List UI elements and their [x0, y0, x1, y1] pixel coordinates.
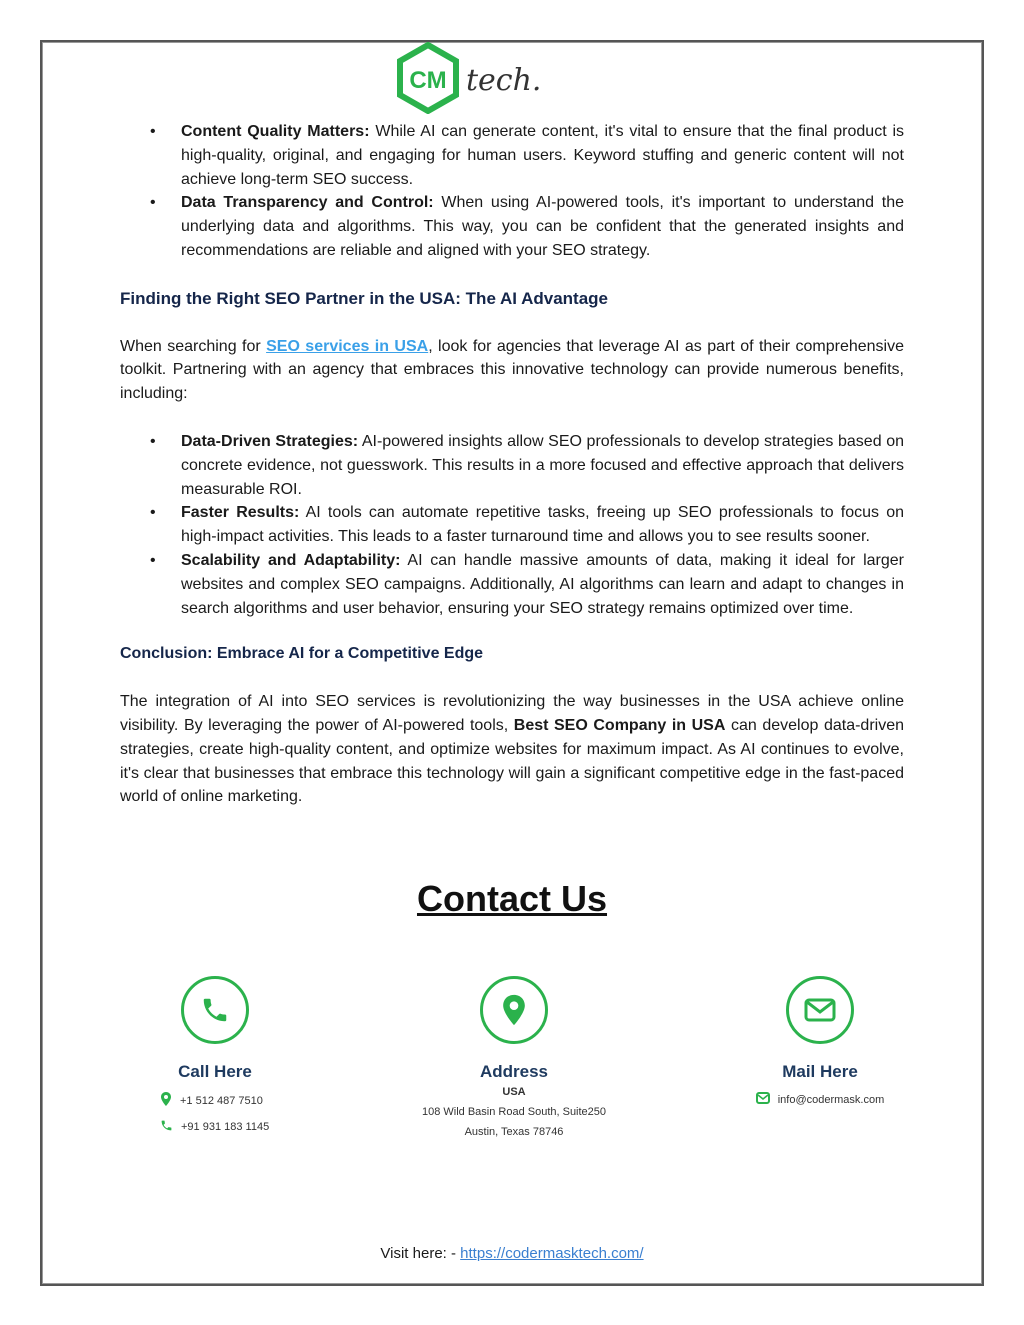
- conclusion-paragraph: [120, 690, 904, 809]
- email-icon-small: [756, 1092, 770, 1107]
- conclusion-text-start: The integration of AI into SEO services is revolutionizing the way businesses in the USA achieve online visibility. By leveraging the power of AI-powered tools,: [120, 693, 904, 734]
- phone-number-us[interactable]: +1 512 487 7510: [180, 1094, 263, 1107]
- bullet-title: Data Transparency and Control:: [181, 194, 434, 212]
- contact-us-heading: Contact Us: [416, 878, 608, 919]
- bullet-title: Data-Driven Strategies:: [181, 432, 359, 450]
- address-column: [404, 976, 624, 1138]
- address-line-1: 108 Wild Basin Road South, Suite250: [421, 1106, 607, 1118]
- map-pin-icon: [480, 976, 548, 1044]
- bullet-text: AI can handle massive amounts of data, making it ideal for larger websites and complex SEO campaigns. Additionally, AI algorithms can learn and adapt to changes in search algorithms and user behavior, ensuring your SEO strategy remains optimized over time.: [181, 551, 905, 617]
- call-heading: Call Here: [178, 1062, 252, 1081]
- svg-text:tech.: tech.: [466, 63, 542, 98]
- bullet-text: When using AI-powered tools, it's important to understand the underlying data and algorithms. This way, you can be confident that the generated insights and recommendations are reliable and aligned with your SEO strategy.: [181, 194, 905, 259]
- phone-row-1: [160, 1092, 280, 1109]
- phone-icon-small: [160, 1119, 173, 1135]
- bullet-text: AI tools can automate repetitive tasks, freeing up SEO professionals to focus on high-impact activities. This leads to a faster turnaround time and allows you to see results sooner.: [181, 504, 905, 546]
- address-country: USA: [502, 1086, 526, 1098]
- bullet-text: While AI can generate content, it's vital to ensure that the final product is high-quality, original, and engaging for human users. Keyword stuffing and generic content will not achieve long-term SEO success.: [181, 123, 905, 188]
- email-address[interactable]: info@codermask.com: [777, 1093, 885, 1106]
- footer-label: Visit here: -: [380, 1245, 461, 1262]
- list-item: [181, 501, 904, 549]
- email-row: [740, 1092, 900, 1107]
- intro-paragraph: [120, 335, 904, 406]
- quality-bullets: [120, 120, 904, 263]
- list-item: [181, 120, 904, 191]
- footer: [0, 1245, 1024, 1262]
- benefit-bullets: [120, 430, 904, 620]
- mail-heading: Mail Here: [782, 1062, 858, 1081]
- website-link[interactable]: https://codermasktech.com/: [460, 1245, 644, 1262]
- conclusion-text-end: can develop data-driven strategies, create high-quality content, and optimize websites for maximum impact. As AI continues to evolve, it's clear that businesses that embrace this technology will gain a significant competitive edge in the fast-paced world of online marketing.: [120, 716, 904, 806]
- bullet-text: AI-powered insights allow SEO professionals to develop strategies based on concrete evidence, not guesswork. This results in a more focused and effective approach that delivers measurable ROI.: [181, 432, 904, 498]
- bullet-title: Content Quality Matters:: [181, 123, 370, 140]
- bullet-title: Scalability and Adaptability:: [181, 551, 401, 569]
- conclusion-heading: Conclusion: Embrace AI for a Competitive Edge: [120, 645, 484, 663]
- phone-icon: [181, 976, 249, 1044]
- best-seo-company-text: Best SEO Company in USA: [513, 716, 726, 734]
- intro-text-end: , look for agencies that leverage AI as part of their comprehensive toolkit. Partnering with an agency that embraces this innovative technology can provide numerous benefits, including:: [120, 337, 904, 403]
- cm-tech-logo: [394, 42, 554, 114]
- main-content: [120, 120, 904, 809]
- section-heading: Finding the Right SEO Partner in the USA: The AI Advantage: [120, 288, 608, 308]
- list-item: [181, 191, 904, 262]
- call-column: [150, 976, 280, 1135]
- location-pin-icon: [160, 1092, 172, 1109]
- phone-row-2: [160, 1119, 280, 1135]
- intro-text-start: When searching for: [120, 337, 267, 355]
- bullet-title: Faster Results:: [181, 504, 300, 522]
- address-heading: Address: [479, 1062, 549, 1081]
- list-item: [181, 549, 904, 620]
- mail-icon: [786, 976, 854, 1044]
- address-line-2: Austin, Texas 78746: [464, 1126, 564, 1138]
- phone-number-in[interactable]: +91 931 183 1145: [181, 1121, 270, 1133]
- list-item: [181, 430, 904, 501]
- svg-text:CM: CM: [409, 67, 447, 94]
- mail-column: [740, 976, 900, 1107]
- seo-services-link[interactable]: SEO services in USA: [266, 337, 429, 355]
